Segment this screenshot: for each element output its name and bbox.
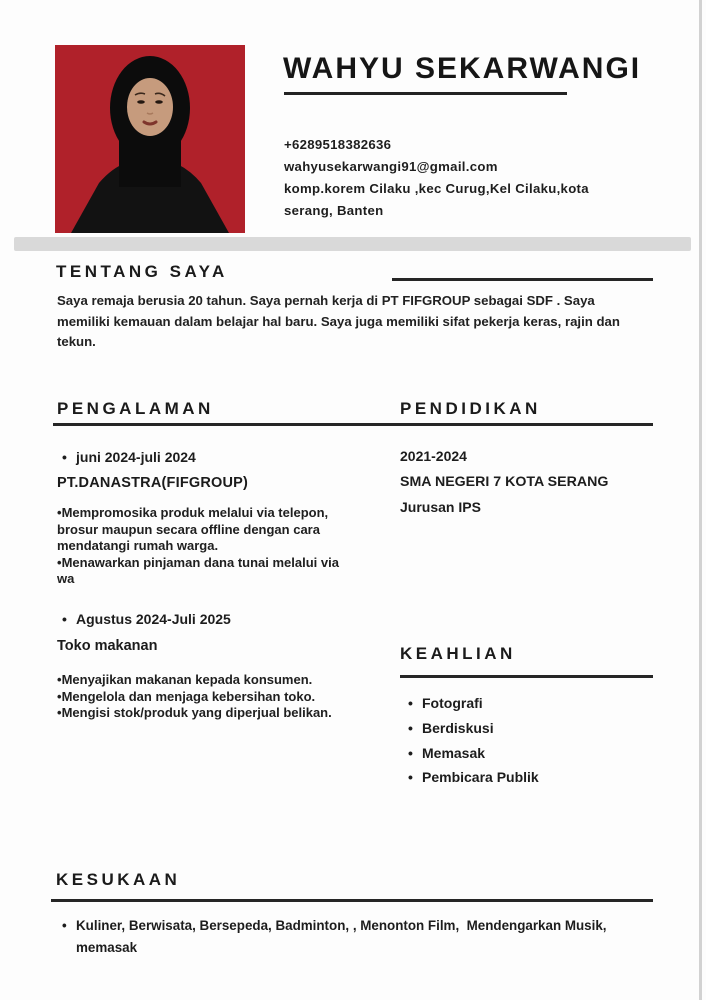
- skill-label: • Memasak: [422, 745, 486, 761]
- education-school: SMA NEGERI 7 KOTA SERANG: [400, 474, 609, 490]
- experience-entry-details: [57, 672, 369, 722]
- skill-item: [408, 695, 648, 711]
- email-text: wahyusekarwangi91@gmail.com: [284, 159, 498, 174]
- experience-entry-organization: Toko makanan: [57, 638, 158, 654]
- skill-label: • Pembicara Publik: [422, 769, 539, 785]
- hobbies-section-title: KESUKAAN: [56, 870, 181, 889]
- experience-entry-period: [62, 611, 231, 627]
- address-text: komp.korem Cilaku ,kec Curug,Kel Cilaku,kota serang, Banten: [284, 181, 589, 218]
- period-text: • Agustus 2024-Juli 2025: [76, 611, 231, 627]
- experience-entry-details: [57, 505, 359, 588]
- skill-item: [408, 745, 648, 761]
- profile-photo: [55, 45, 245, 233]
- candidate-name: WAHYU SEKARWANGI: [283, 52, 642, 85]
- hobby-label: • Kuliner, Berwisata, Bersepeda, Badminton, , Menonton Film, Mendengarkan Musik, memasak: [76, 918, 611, 955]
- detail-line: • Mempromosika produk melalui via telepon, brosur maupun secara offline dengan cara mendatangi rumah warga.: [57, 505, 359, 555]
- experience-section-title: PENGALAMAN: [57, 399, 214, 418]
- education-period: 2021-2024: [400, 448, 467, 464]
- hobbies-rule: [51, 899, 653, 902]
- skill-item: [408, 769, 648, 785]
- education-major: Jurusan IPS: [400, 499, 481, 515]
- portrait-illustration: [55, 45, 245, 233]
- skill-item: [408, 720, 648, 736]
- experience-education-rule: [53, 423, 653, 426]
- phone-text: +6289518382636: [284, 137, 392, 152]
- skills-rule: [400, 675, 653, 678]
- detail-line: • Menyajikan makanan kepada konsumen.: [57, 672, 369, 689]
- hobby-item: [62, 915, 622, 959]
- about-body-text: Saya remaja berusia 20 tahun. Saya pernah kerja di PT FIFGROUP sebagai SDF . Saya memiliki kemauan dalam belajar hal baru. Saya juga memiliki sifat pekerja keras, rajin dan tekun.: [57, 293, 620, 349]
- name-underline: [284, 92, 567, 95]
- skill-label: • Berdiskusi: [422, 720, 494, 736]
- detail-line: • Mengelola dan menjaga kebersihan toko.: [57, 689, 369, 706]
- experience-entry-organization: PT.DANASTRA(FIFGROUP): [57, 475, 249, 491]
- about-section-title: TENTANG SAYA: [56, 262, 228, 281]
- detail-line: • Mengisi stok/produk yang diperjual belikan.: [57, 705, 369, 722]
- divider-bar: [14, 237, 691, 251]
- contact-block: [284, 134, 596, 222]
- skills-section-title: KEAHLIAN: [400, 644, 516, 663]
- skill-label: • Fotografi: [422, 695, 483, 711]
- education-section-title: PENDIDIKAN: [400, 399, 541, 418]
- detail-line: • Menawarkan pinjaman dana tunai melalui via wa: [57, 555, 359, 588]
- experience-entry-period: [62, 449, 196, 465]
- page-edge: [699, 0, 702, 1000]
- period-text: • juni 2024-juli 2024: [76, 449, 196, 465]
- about-rule: [392, 278, 653, 281]
